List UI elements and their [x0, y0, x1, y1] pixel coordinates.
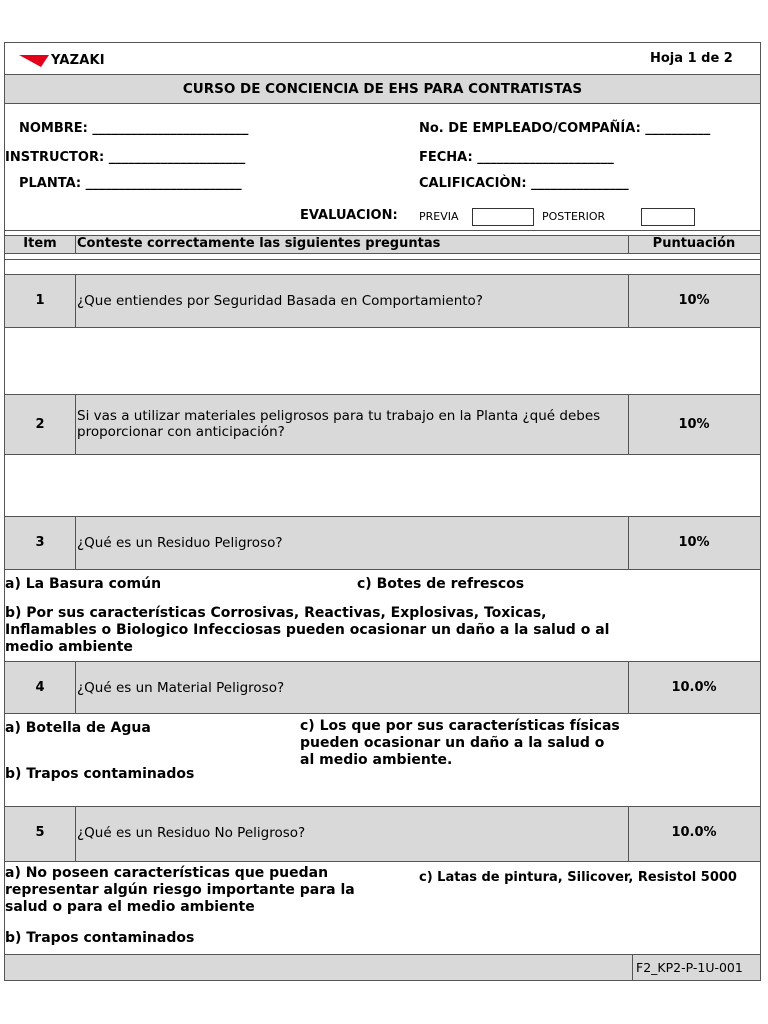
question-score: 10.0% [671, 680, 717, 695]
fecha-field[interactable]: FECHA: _____________________ [419, 150, 614, 165]
evaluacion-label: EVALUACION: [300, 208, 398, 223]
column-question: Conteste correctamente las siguientes preguntas [77, 236, 441, 251]
answer-option[interactable]: a) No poseen características que puedan representar algún riesgo importante para la salud o para el medio ambiente [5, 865, 355, 915]
planta-field[interactable]: PLANTA: ________________________ [19, 176, 242, 191]
answer-option[interactable]: c) Los que por sus características físicas pueden ocasionar un daño a la salud o al medio ambiente. [300, 718, 620, 768]
answer-option[interactable]: b) Por sus características Corrosivas, Reactivas, Explosivas, Toxicas, Inflamables o Biologico Infecciosas pueden ocasionar un daño a la salud o al medio ambiente [5, 605, 610, 655]
page-number: Hoja 1 de 2 [650, 51, 733, 66]
posterior-checkbox[interactable] [641, 208, 695, 226]
question-score: 10.0% [671, 825, 717, 840]
question-number: 5 [35, 825, 45, 840]
answer-option[interactable]: a) Botella de Agua [5, 720, 151, 736]
answer-option[interactable]: b) Trapos contaminados [5, 930, 195, 946]
question-text: ¿Qué es un Residuo Peligroso? [77, 535, 283, 551]
question-number: 3 [35, 535, 45, 550]
question-text: Si vas a utilizar materiales peligrosos para tu trabajo en la Planta ¿qué debes proporcionar con anticipación? [77, 408, 601, 440]
question-text: ¿Qué es un Material Peligroso? [77, 680, 285, 696]
calificacion-field[interactable]: CALIFICACIÒN: _______________ [419, 176, 629, 191]
form-code: F2_KP2-P-1U-001 [636, 960, 743, 975]
answer-option[interactable]: c) Botes de refrescos [357, 576, 525, 592]
question-number: 1 [35, 293, 45, 308]
logo-text: YAZAKI [51, 52, 105, 68]
previa-checkbox[interactable] [472, 208, 534, 226]
question-number: 2 [35, 417, 45, 432]
answer-space[interactable] [5, 455, 760, 516]
question-number: 4 [35, 680, 45, 695]
yazaki-logo [19, 52, 105, 68]
question-score: 10% [678, 293, 710, 308]
empleado-field[interactable]: No. DE EMPLEADO/COMPAÑÍA: __________ [419, 121, 711, 136]
answer-space[interactable] [5, 328, 760, 394]
instructor-field[interactable]: INSTRUCTOR: _____________________ [5, 150, 246, 165]
column-score: Puntuación [652, 236, 736, 251]
nombre-field[interactable]: NOMBRE: ________________________ [19, 121, 249, 136]
question-text: ¿Que entiendes por Seguridad Basada en Comportamiento? [77, 293, 483, 309]
form-title: CURSO DE CONCIENCIA DE EHS PARA CONTRATISTAS [182, 81, 583, 97]
answer-option[interactable]: a) La Basura común [5, 576, 162, 592]
question-text: ¿Qué es un Residuo No Peligroso? [77, 825, 306, 841]
question-score: 10% [678, 535, 710, 550]
question-score: 10% [678, 417, 710, 432]
yazaki-logo-icon [19, 52, 49, 68]
column-item: Item [23, 236, 57, 251]
posterior-label: POSTERIOR [542, 210, 606, 223]
answer-option[interactable]: c) Latas de pintura, Silicover, Resistol 5000 [419, 870, 737, 885]
form-sheet [4, 42, 761, 981]
answer-option[interactable]: b) Trapos contaminados [5, 766, 195, 782]
previa-label: PREVIA [419, 210, 459, 223]
